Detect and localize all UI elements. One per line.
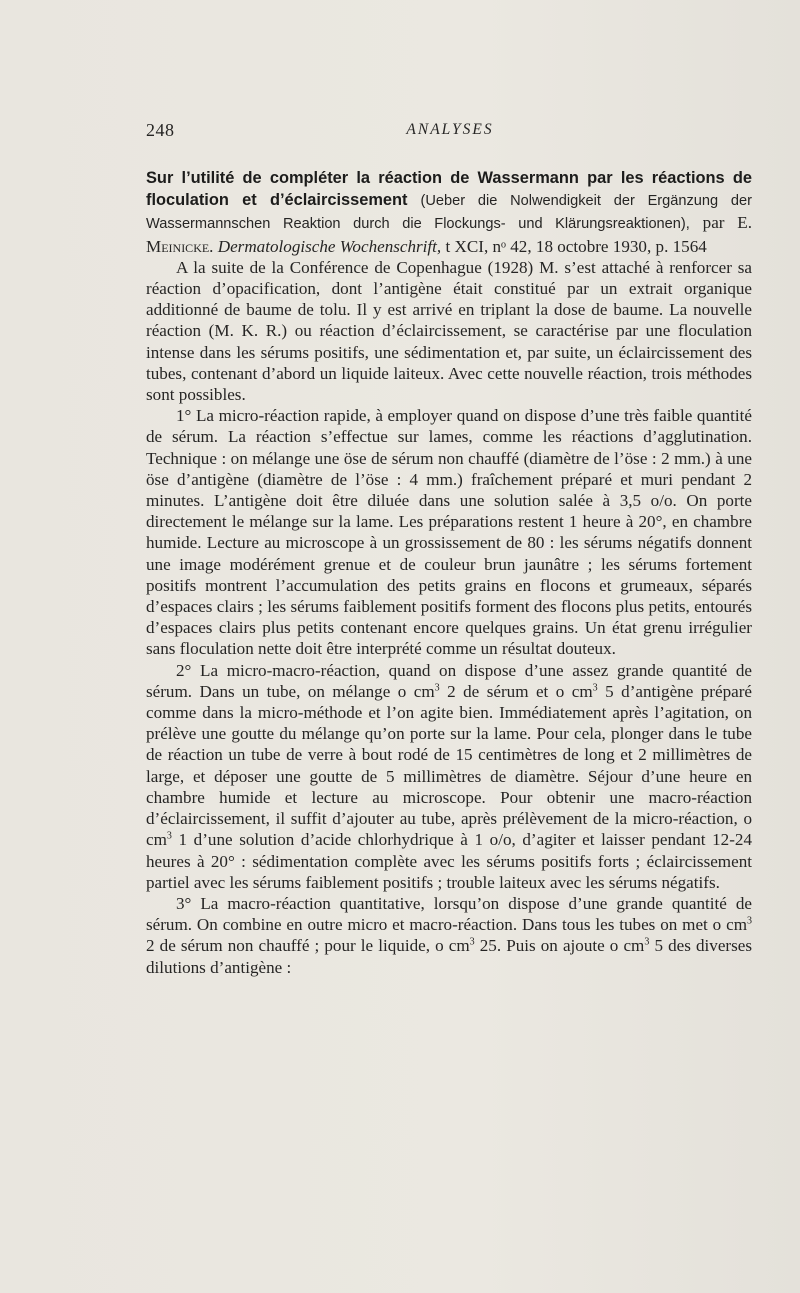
running-head: ANALYSES	[406, 121, 494, 138]
text-span: 3° La macro-réaction quantitative, lorsqu’on dispose d’une grande quantité de sérum. On combine en outre micro et macro-réaction. Dans tous les tubes on met o cm	[146, 893, 752, 935]
page-header	[146, 120, 754, 146]
byline-par: par E.	[702, 213, 752, 233]
superscript: 3	[592, 682, 598, 694]
article-body	[146, 167, 752, 978]
author-name: Meinicke.	[146, 236, 214, 256]
superscript: 3	[469, 936, 475, 948]
entry-heading	[146, 167, 752, 257]
paragraph-intro: A la suite de la Conférence de Copenhague (1928) M. s’est attaché à renforcer sa réaction d’opacification, dont l’antigène était constitué par un extrait organique additionné de baume de tolu. Il y est arrivé en triplant la dose de baume. La nouvelle réaction (M. K. R.) ou réaction d’éclaircissement, se caractérise par une floculation intense dans les sérums positifs, une sédimentation et, par suite, un éclaircissement des tubes, contenant d’abord un liquide laiteux. Avec cette nouvelle réaction, trois méthodes sont possibles.	[146, 257, 752, 405]
text-span: 2° La micro-macro-réaction, quand on dispose d’une assez grande quantité de sérum. Dans un tube, on mélange o cm	[146, 660, 752, 701]
text-span: 1 d’une solution d’acide chlorhydrique à 1 o/o, d’agiter et laisser pendant 12-24 heures à 20° : sédimentation complète avec les sérums positifs forts ; éclaircissement partiel avec les sérums faiblement positifs ; trouble laiteux avec les sérums négatifs.	[146, 830, 752, 892]
text-span: 5 des diverses dilutions d’antigène :	[146, 936, 752, 977]
citation-details: t XCI, nᵒ 42, 18 octobre 1930, p. 1564	[445, 236, 707, 256]
paragraph-micro-reaction: 1° La micro-réaction rapide, à employer quand on dispose d’une très faible quantité de sérum. La réaction s’effectue sur lames, comme les réactions d’agglutination. Technique : on mélange une öse de sérum non chauffé (diamètre de l’öse : 2 mm.) à une öse d’antigène (diamètre de l’öse : 4 mm.) fraîchement préparé et muri pendant 2 minutes. L’antigène doit être diluée dans une solution salée à 3,5 o/o. On porte directement le mélange sur la lame. Les préparations restent 1 heure à 20°, en chambre humide. Lecture au microscope à un grossissement de 80 : les sérums négatifs donnent une image modérément grenue et de couleur brun jaunâtre ; les sérums fortement positifs montrent l’accumulation des petits grains en flocons et grumeaux, séparés d’espaces clairs ; les sérums faiblement positifs forment des flocons plus petits, entourés d’espaces clairs plus petits contenant encore quelques grains. Un état grenu irrégulier sans floculation nette doit être interprété comme un résultat douteux.	[146, 406, 752, 659]
page-number: 248	[146, 120, 175, 140]
paragraph-micro-macro-reaction	[146, 660, 752, 893]
entry-title: Sur l’utilité de compléter la réaction de Wassermann par les réactions de floculation et d’éclaircissement	[146, 169, 752, 210]
superscript: 3	[434, 682, 440, 694]
text-span: 25. Puis on ajoute o cm	[474, 936, 645, 956]
superscript: 3	[747, 915, 752, 927]
journal-name: Dermatologische Wochenschrift,	[217, 236, 442, 256]
original-title: (Ueber die Nolwendigkeit der Ergänzung der Wassermannschen Reaktion durch die Flockungs- und Klärungsreaktionen),	[146, 193, 753, 233]
text-span: 2 de sérum et o cm	[439, 681, 593, 701]
superscript: 3	[166, 830, 172, 842]
superscript: 3	[644, 936, 650, 948]
text-span: 5 d’antigène préparé comme dans la micro-méthode et l’on agite bien. Immédiatement après l’agitation, on prélève une goutte du mélange qu’on porte sur la lame. Pour cela, plonger dans le tube de réaction un tube de verre à bout rodé de 15 centimètres de long et 2 millimètres de large, et déposer une goutte de 5 millimètres de diamètre. Séjour d’une heure en chambre humide et lecture au microscope. Pour obtenir une macro-réaction d’éclaircissement, il suffit d’ajouter au tube, après prélèvement de la micro-réaction, o cm	[146, 681, 752, 850]
text-span: 2 de sérum non chauffé ; pour le liquide, o cm	[146, 936, 470, 956]
paragraph-macro-reaction	[146, 893, 752, 978]
